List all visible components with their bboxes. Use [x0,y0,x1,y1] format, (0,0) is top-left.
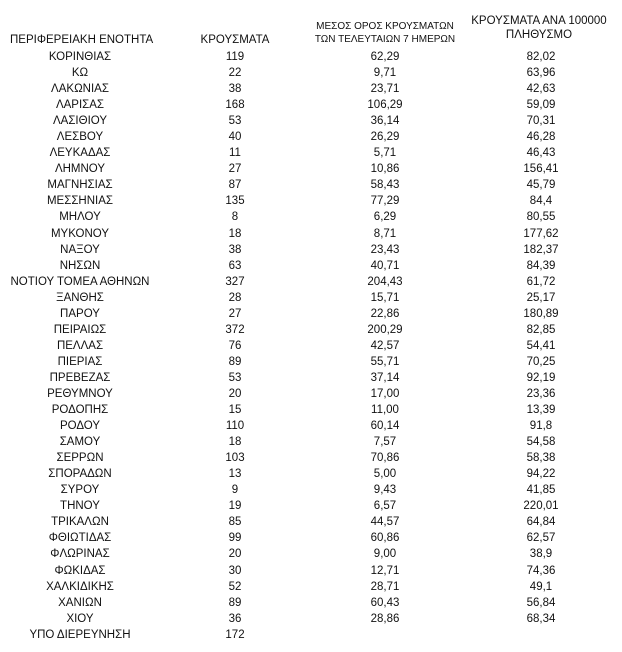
cell-region: ΡΟΔΟΥ [59,420,101,433]
cell-region: ΜΕΣΣΗΝΙΑΣ [46,195,114,208]
cell-cases: 85 [228,516,242,529]
table-row [0,595,622,611]
cell-avg7: 9,00 [373,548,397,561]
cell-cases: 11 [229,147,241,160]
table-row [0,482,622,498]
cell-region: ΛΕΥΚΑΔΑΣ [49,147,111,160]
cell-region: ΤΗΝΟΥ [60,500,100,513]
cell-cases: 89 [228,596,242,609]
cell-per100k: 25,17 [526,291,556,304]
cell-avg7: 22,86 [370,307,400,320]
cell-per100k: 68,34 [526,612,556,625]
table-row [0,627,622,643]
cell-region: ΚΩ [71,67,89,80]
cell-per100k: 84,39 [526,259,556,272]
cell-per100k: 62,57 [526,532,556,545]
cell-cases: 18 [228,227,242,240]
cell-per100k: 54,58 [526,436,556,449]
cell-avg7: 62,29 [370,51,400,63]
cell-region: ΜΑΓΝΗΣΙΑΣ [47,179,113,192]
cell-avg7: 7,57 [373,436,397,449]
table-row [0,177,622,193]
table-row [0,563,622,579]
table-row [0,386,622,402]
cell-avg7: 17,00 [370,387,400,400]
cell-cases: 15 [228,404,242,417]
cell-per100k: 74,36 [526,564,556,577]
cell-cases: 38 [228,243,242,256]
cell-region: ΜΗΛΟΥ [59,211,101,224]
cell-per100k: 61,72 [526,275,556,288]
table-row [0,498,622,514]
cell-avg7: 37,14 [370,371,400,384]
header-per100k-line2: ΠΛΗΘΥΣΜΟ [505,29,573,41]
cell-per100k: 82,02 [526,51,556,63]
cell-cases: 110 [225,420,245,433]
table-row [0,466,622,482]
header-avg7-line2: ΤΩΝ ΤΕΛΕΥΤΑΙΩΝ 7 ΗΜΕΡΩΝ [314,34,456,45]
table-row [0,418,622,434]
header-per100k [468,14,610,42]
cell-region: ΥΠΟ ΔΙΕΡΕΥΝΗΣΗ [29,628,131,641]
cell-per100k: 177,62 [523,227,559,240]
cell-cases: 20 [228,548,242,561]
cell-cases: 27 [228,163,242,176]
table-row [0,242,622,258]
cell-cases: 168 [225,99,245,112]
table-row [0,161,622,177]
cell-avg7: 106,29 [367,99,403,112]
cell-cases: 53 [228,115,242,128]
table-row [0,434,622,450]
cell-avg7: 36,14 [370,115,400,128]
table-row [0,113,622,129]
cell-avg7: 23,71 [370,83,400,96]
cell-per100k: 180,89 [523,307,559,320]
header-avg7 [300,20,470,46]
table-row [0,338,622,354]
cell-region: ΛΑΣΙΘΙΟΥ [52,115,108,128]
table-row [0,354,622,370]
cell-per100k: 156,41 [523,163,559,176]
header-region: ΠΕΡΙΦΕΡΕΙΑΚΗ ΕΝΟΤΗΤΑ [10,34,154,46]
cell-region: ΞΑΝΘΗΣ [56,291,104,304]
cell-region: ΛΕΣΒΟΥ [56,131,104,144]
cell-region: ΧΑΝΙΩΝ [58,596,102,609]
table-row [0,514,622,530]
cell-cases: 13 [228,468,242,481]
cell-region: ΜΥΚΟΝΟΥ [50,227,110,240]
cell-cases: 87 [228,179,242,192]
table-row [0,226,622,242]
cell-per100k: 41,85 [526,484,556,497]
cell-cases: 172 [225,628,245,641]
cell-cases: 103 [225,452,245,465]
cell-avg7: 9,71 [373,67,397,80]
cell-cases: 30 [228,564,242,577]
cell-avg7: 15,71 [370,291,400,304]
cell-cases: 18 [228,436,242,449]
table-row [0,611,622,627]
cell-avg7: 60,43 [370,596,400,609]
cell-cases: 63 [228,259,242,272]
cell-cases: 40 [228,131,242,144]
cell-region: ΡΟΔΟΠΗΣ [51,404,109,417]
cell-per100k: 59,09 [526,99,556,112]
cell-avg7: 6,29 [373,211,397,224]
cell-region: ΛΑΡΙΣΑΣ [55,99,105,112]
cell-per100k: 38,9 [529,548,553,561]
table-row [0,193,622,209]
cell-avg7: 42,57 [370,339,400,352]
cell-per100k: 42,63 [526,83,556,96]
header-avg7-line1: ΜΕΣΟΣ ΟΡΟΣ ΚΡΟΥΣΜΑΤΩΝ [316,21,454,32]
cell-per100k: 70,25 [526,355,556,368]
cell-cases: 52 [228,580,242,593]
cell-avg7: 55,71 [370,355,400,368]
cell-avg7: 23,43 [370,243,400,256]
cell-region: ΦΩΚΙΔΑΣ [54,564,106,577]
cell-region: ΡΕΘΥΜΝΟΥ [47,387,113,400]
table-row [0,49,622,65]
cell-avg7: 77,29 [370,195,400,208]
cell-region: ΠΑΡΟΥ [60,307,100,320]
cell-region: ΠΙΕΡΙΑΣ [57,355,103,368]
cell-region: ΦΘΙΩΤΙΔΑΣ [48,532,112,545]
table-row [0,81,622,97]
cell-avg7: 5,00 [373,468,397,481]
cell-avg7: 40,71 [370,259,400,272]
table-row [0,65,622,81]
cell-per100k: 220,01 [523,500,559,513]
cell-region: ΠΕΙΡΑΙΩΣ [53,323,107,336]
cell-per100k: 58,38 [526,452,556,465]
cell-per100k: 45,79 [526,179,556,192]
cell-region: ΚΟΡΙΝΘΙΑΣ [48,51,112,63]
cell-per100k: 82,85 [526,323,556,336]
cell-region: ΝΑΞΟΥ [60,243,100,256]
table-row [0,290,622,306]
cell-cases: 20 [228,387,242,400]
table-row [0,402,622,418]
table-row [0,209,622,225]
cell-per100k: 56,84 [526,596,556,609]
cell-cases: 28 [228,291,242,304]
cell-per100k: 182,37 [523,243,559,256]
cell-per100k: 63,96 [526,67,556,80]
cell-cases: 9 [231,484,239,497]
cell-per100k: 13,39 [526,404,556,417]
table-row [0,530,622,546]
cell-avg7: 200,29 [367,323,403,336]
cell-avg7: 58,43 [370,179,400,192]
cell-region: ΛΑΚΩΝΙΑΣ [51,83,109,96]
cell-region: ΠΡΕΒΕΖΑΣ [49,371,111,384]
cell-cases: 89 [228,355,242,368]
cell-avg7: 204,43 [367,275,403,288]
cell-cases: 27 [228,307,242,320]
table-row [0,274,622,290]
cell-region: ΤΡΙΚΑΛΩΝ [51,516,109,529]
cell-per100k: 23,36 [526,387,556,400]
cell-avg7: 60,86 [370,532,400,545]
cell-avg7: 9,43 [373,484,397,497]
cell-avg7: 28,86 [370,612,400,625]
cell-cases: 76 [228,339,242,352]
cell-region: ΣΕΡΡΩΝ [56,452,104,465]
cell-region: ΧΑΛΚΙΔΙΚΗΣ [46,580,114,593]
table-body [0,49,622,643]
cell-avg7: 28,71 [370,580,400,593]
cell-per100k: 54,41 [526,339,556,352]
cell-per100k: 64,84 [526,516,556,529]
cell-cases: 8 [231,211,239,224]
cell-avg7: 11,00 [371,404,399,417]
cell-avg7: 12,71 [370,564,400,577]
cell-per100k: 70,31 [526,115,556,128]
table-row [0,579,622,595]
cell-avg7: 6,57 [373,500,397,513]
cell-region: ΣΑΜΟΥ [59,436,101,449]
cell-per100k: 46,43 [526,147,556,160]
table-row [0,322,622,338]
cell-cases: 19 [228,500,242,513]
cell-region: ΣΠΟΡΑΔΩΝ [48,468,112,481]
cell-cases: 119 [225,51,245,63]
cell-cases: 38 [228,83,242,96]
cell-region: ΝΟΤΙΟΥ ΤΟΜΕΑ ΑΘΗΝΩΝ [10,275,150,288]
table-row [0,370,622,386]
cell-region: ΠΕΛΛΑΣ [56,339,104,352]
cell-cases: 372 [225,323,245,336]
cell-avg7: 5,71 [373,147,397,160]
cell-region: ΧΙΟΥ [66,612,94,625]
cell-avg7: 44,57 [370,516,400,529]
cell-cases: 53 [228,371,242,384]
cell-cases: 22 [228,67,242,80]
header-per100k-line1: ΚΡΟΥΣΜΑΤΑ ΑΝΑ 100000 [471,15,607,27]
cell-avg7: 26,29 [370,131,400,144]
cell-per100k: 92,19 [526,371,556,384]
table-row [0,97,622,113]
cell-per100k: 94,22 [526,468,556,481]
table-row [0,306,622,322]
cell-per100k: 84,4 [529,195,553,208]
header-cases: ΚΡΟΥΣΜΑΤΑ [200,34,270,46]
cell-per100k: 91,8 [529,420,553,433]
table-row [0,258,622,274]
cell-avg7: 10,86 [370,163,400,176]
cell-avg7: 60,14 [370,420,400,433]
cell-per100k: 80,55 [526,211,556,224]
cell-region: ΣΥΡΟΥ [60,484,100,497]
cell-region: ΛΗΜΝΟΥ [54,163,106,176]
cell-cases: 327 [225,275,245,288]
table-row [0,145,622,161]
cell-avg7: 8,71 [373,227,397,240]
cell-region: ΦΛΩΡΙΝΑΣ [50,548,110,561]
table-row [0,450,622,466]
cell-avg7: 70,86 [370,452,400,465]
table-row [0,129,622,145]
cell-region: ΝΗΣΩΝ [59,259,101,272]
cell-per100k: 49,1 [529,580,553,593]
cell-cases: 135 [225,195,245,208]
cell-cases: 36 [228,612,242,625]
table-row [0,546,622,562]
cell-per100k: 46,28 [526,131,556,144]
cell-cases: 99 [228,532,242,545]
